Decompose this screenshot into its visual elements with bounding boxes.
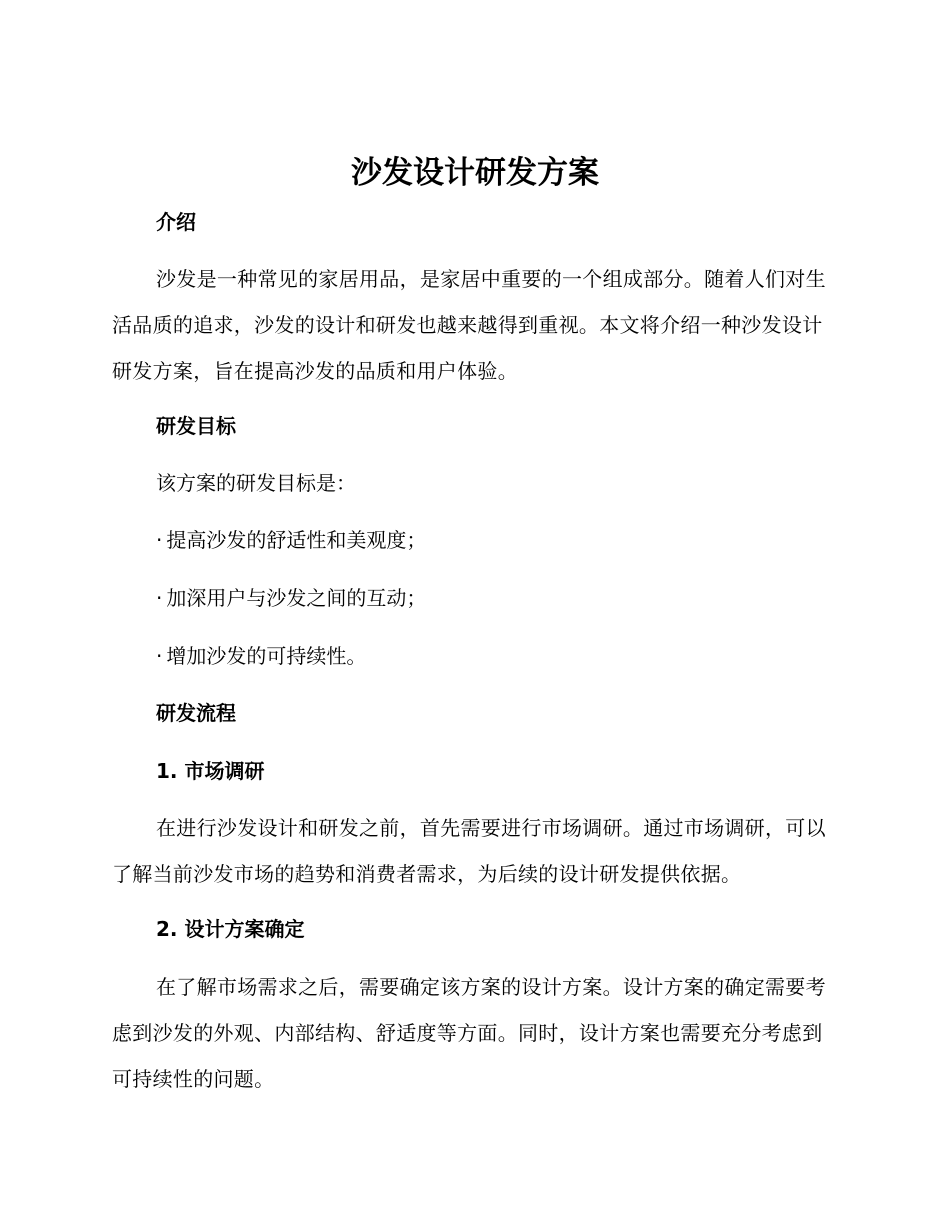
bullet-marker: · [156, 586, 163, 610]
section-heading-process: 研发流程 [156, 701, 236, 725]
section-heading-intro: 介绍 [156, 210, 196, 234]
bullet-marker: · [156, 644, 163, 668]
section-heading-goals: 研发目标 [156, 414, 236, 438]
bullet-marker: · [156, 528, 163, 552]
goal-list-item [156, 641, 366, 671]
step-heading-market-research: 1. 市场调研 [156, 759, 265, 783]
step-paragraph-design-plan: 在了解市场需求之后，需要确定该方案的设计方案。设计方案的确定需要考虑到沙发的外观、内部结构、舒适度等方面。同时，设计方案也需要充分考虑到可持续性的问题。 [112, 975, 826, 1091]
step-heading-design-plan: 2. 设计方案确定 [156, 917, 305, 941]
document-title: 沙发设计研发方案 [351, 155, 599, 191]
goal-item-text: 增加沙发的可持续性。 [166, 644, 367, 668]
goal-list-item [156, 525, 426, 555]
goal-list-item [156, 583, 426, 613]
goal-item-text: 提高沙发的舒适性和美观度； [166, 528, 427, 552]
step-paragraph-market-research: 在进行沙发设计和研发之前，首先需要进行市场调研。通过市场调研，可以了解当前沙发市场的趋势和消费者需求，为后续的设计研发提供依据。 [112, 816, 826, 886]
goal-item-text: 加深用户与沙发之间的互动； [166, 586, 427, 610]
intro-paragraph: 沙发是一种常见的家居用品，是家居中重要的一个组成部分。随着人们对生活品质的追求，沙发的设计和研发也越来越得到重视。本文将介绍一种沙发设计研发方案，旨在提高沙发的品质和用户体验。 [112, 267, 826, 383]
goals-lead-text: 该方案的研发目标是： [156, 471, 356, 495]
